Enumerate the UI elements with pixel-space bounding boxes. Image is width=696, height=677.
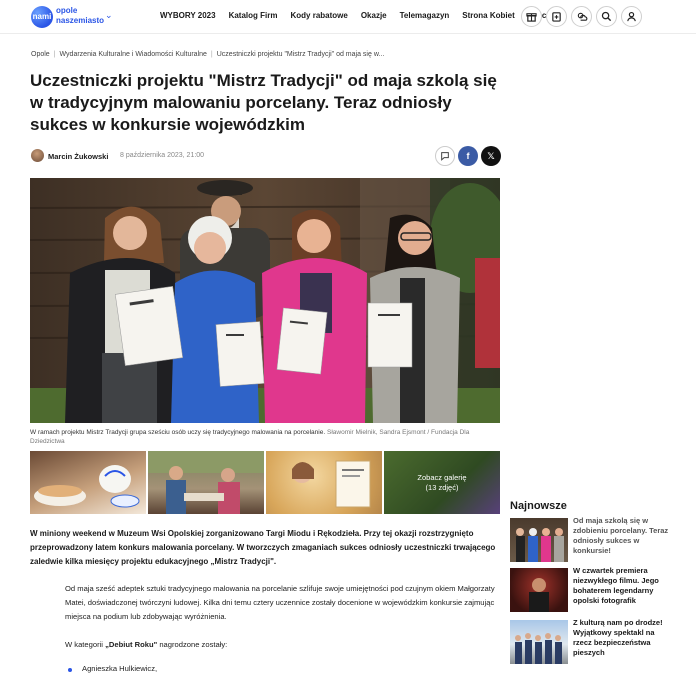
site-header [0,0,696,34]
article-paragraph: Od maja sześć adeptek sztuki tradycyjnego malowania na porcelanie szlifuje swoje umiejętności pod czujnym okiem Małgorzaty Matei, doświadczonej twórczyni ludowej. Kilka dni temu cztery uczennice zostały docenione w wojewódzkim konkursie zajmując miejsca na podium lub zdobywając wyróżnienia. [65,584,495,621]
sidebar-article-thumb[interactable] [510,620,568,664]
gallery-thumb[interactable] [30,451,146,514]
breadcrumb-separator: | [210,51,213,58]
gallery-cta-line2: (13 zdjęć) [425,482,459,492]
breadcrumb-current: Uczestniczki projektu "Mistrz Tradycji" od maja się w... [216,51,385,58]
gallery-more-button[interactable] [384,451,500,514]
thumb-illustration [510,620,568,664]
gallery-strip [30,451,500,514]
share-buttons [435,146,501,166]
user-icon[interactable] [621,6,642,27]
gallery-thumb[interactable] [266,451,382,514]
gallery-cta-line1: Zobacz galerię [417,472,467,482]
category-suffix: nagrodzone zostały: [157,640,228,649]
comment-icon[interactable] [435,146,455,166]
main-nav [160,11,575,20]
sidebar-article-title[interactable]: Od maja szkolą się w zdobieniu porcelany. Teraz odniosły sukces w konkursie! [573,516,669,555]
article-meta [31,147,501,165]
avatar[interactable] [31,149,44,162]
nav-item-telemagazyn[interactable]: Telemagazyn [399,11,450,20]
thumb-illustration [30,451,146,514]
image-caption [30,428,500,446]
caption-credit: Sławomir Mielnik, Sandra Ejsmont / Fundacja Dla Dziedzictwa [30,429,470,445]
breadcrumb-item[interactable]: Opole [31,51,50,58]
sidebar-article-title[interactable]: W czwartek premiera niezwykłego filmu. Jego bohaterem legendarny opolski fotografik [573,566,659,605]
site-logo[interactable]: nami [31,6,53,28]
sidebar-title: Najnowsze [510,500,567,512]
sidebar-article[interactable] [510,518,670,564]
sidebar-article-title[interactable]: Z kulturą nam po drodze! Wyjątkowy spektakl na rzecz bezpieczeństwa pieszych [573,618,663,657]
category-prefix: W kategorii [65,640,106,649]
publish-date: 8 października 2023, 21:00 [120,152,205,159]
thumb-illustration [148,451,264,514]
breadcrumb-separator: | [53,51,56,58]
sidebar-article-thumb[interactable] [510,568,568,612]
header-actions [521,6,642,27]
article-lead: W miniony weekend w Muzeum Wsi Opolskiej zorganizowano Targi Miodu i Rękodzieła. Przy tej okazji rozstrzygnięto przeprowadzony latem konkurs malowania porcelany. W tworzczych zmaganiach sukces odniosły uczestniczki trwającego zaledwie kilka miesięcy projektu edukacyjnego „Mistrz Tradycji". [30,529,496,566]
chevron-down-icon[interactable]: ⌄ [105,10,113,20]
page-title: Uczestniczki projektu "Mistrz Tradycji" od maja szkolą się w tradycyjnym malowaniu porcelany. Teraz odniosły sukces w konkursie wojewódzkim [30,71,497,134]
logo-brand: naszemiasto [56,16,105,25]
article-hero-image[interactable] [30,178,500,423]
thumb-illustration [510,518,568,562]
nav-item-katalog-firm[interactable]: Katalog Firm [228,11,278,20]
facebook-icon[interactable]: f [458,146,478,166]
breadcrumb-item[interactable]: Wydarzenia Kulturalne i Wiadomości Kulturalne [59,51,207,58]
sidebar-article[interactable] [510,568,670,614]
thumb-illustration [510,568,568,612]
author-name[interactable]: Marcin Żukowski [48,152,109,161]
sidebar-article-thumb[interactable] [510,518,568,562]
search-icon[interactable] [596,6,617,27]
sidebar-article[interactable] [510,620,670,666]
hero-illustration [30,178,500,423]
breadcrumb [31,51,384,58]
nav-item-strona-kobiet[interactable]: Strona Kobiet [462,11,515,20]
caption-text: W ramach projektu Mistrz Tradycji grupa sześciu osób uczy się tradycyjnego malowania na porcelanie. [30,429,326,436]
article-category-line [65,640,227,649]
thumb-illustration [266,451,382,514]
category-name: „Debiut Roku" [105,640,158,649]
nav-item-okazje[interactable]: Okazje [360,11,387,20]
nav-item-kody-rabatowe[interactable]: Kody rabatowe [290,11,348,20]
site-logo-text[interactable] [56,6,104,26]
save-icon[interactable] [546,6,567,27]
list-item: Agnieszka Hulkiewicz, [82,664,158,673]
logo-city: opole [56,6,78,15]
gift-icon[interactable] [521,6,542,27]
weather-icon[interactable] [571,6,592,27]
x-twitter-icon[interactable]: 𝕏 [481,146,501,166]
gallery-thumb[interactable] [148,451,264,514]
nav-item-wybory[interactable]: WYBORY 2023 [160,11,216,20]
